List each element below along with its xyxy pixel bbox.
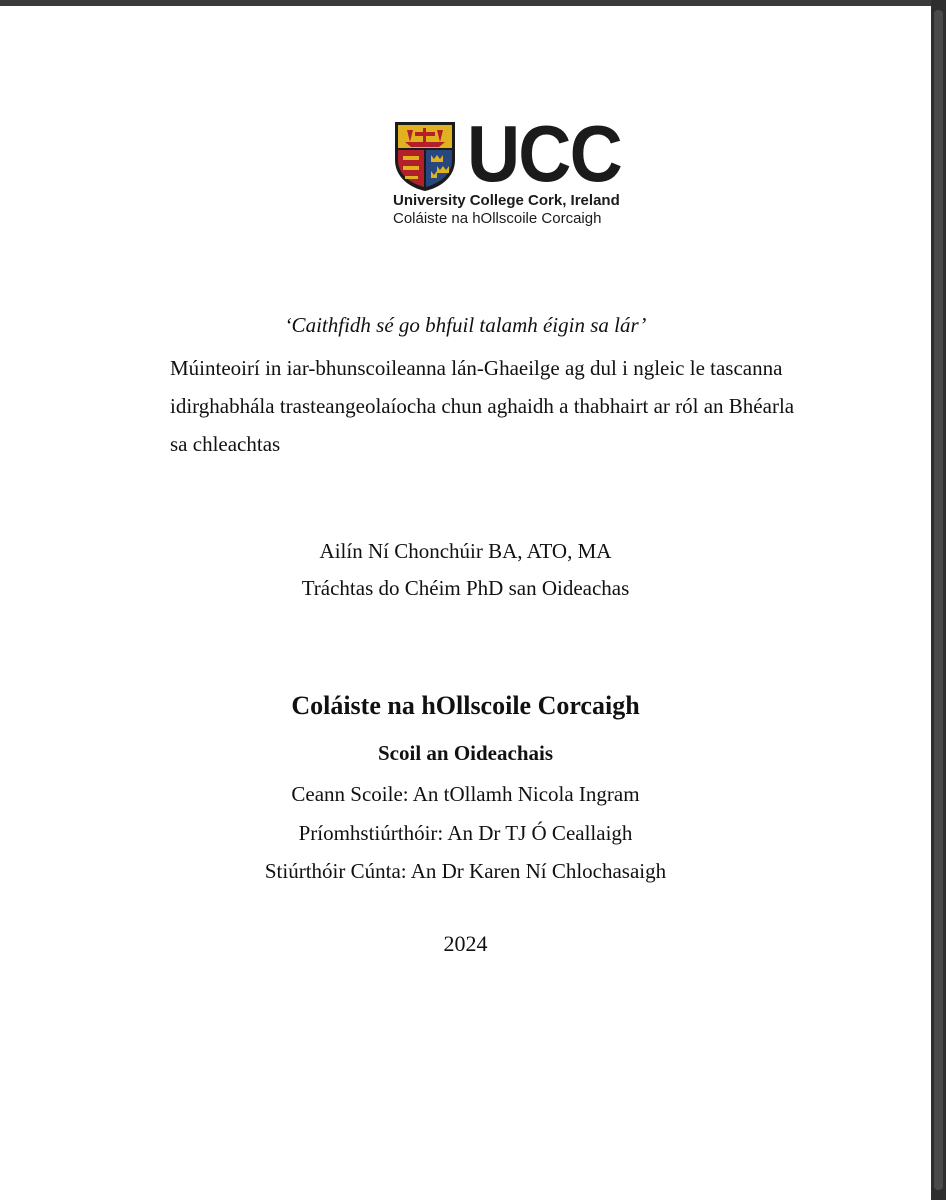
thesis-subtitle — [170, 349, 890, 463]
scrollbar-thumb[interactable] — [934, 10, 943, 1190]
principal-supervisor: Príomhstiúrthóir: An Dr TJ Ó Ceallaigh — [298, 821, 633, 845]
submission-year: 2024 — [443, 931, 488, 956]
document-page — [0, 6, 931, 1200]
ucc-logo — [393, 109, 633, 230]
assistant-supervisor: Stiúrthóir Cúnta: An Dr Karen Ní Chlochasaigh — [264, 859, 667, 883]
subtitle-line: idirghabhála trasteangeolaíocha chun aghaidh a thabhairt ar ról an Bhéarla — [170, 394, 795, 418]
author-name: Ailín Ní Chonchúir BA, ATO, MA — [319, 539, 612, 563]
thesis-quote-title: ‘Caithfidh sé go bhfuil talamh éigin sa lár’ — [284, 313, 647, 337]
subtitle-line: sa chleachtas — [170, 432, 281, 456]
degree-statement: Tráchtas do Chéim PhD san Oideachas — [301, 576, 630, 600]
logo-irish-name: Coláiste na hOllscoile Corcaigh — [393, 210, 602, 227]
subtitle-line: Múinteoirí in iar-bhunscoileanna lán-Ghaeilge ag dul i ngleic le tascanna — [170, 356, 783, 380]
ucc-crest-icon — [393, 120, 457, 192]
head-of-school: Ceann Scoile: An tOllamh Nicola Ingram — [291, 782, 640, 806]
college-name: Coláiste na hOllscoile Corcaigh — [291, 691, 640, 720]
school-name: Scoil an Oideachais — [377, 741, 554, 765]
logo-english-name: University College Cork, Ireland — [393, 192, 620, 209]
ucc-wordmark: UCC — [467, 109, 621, 198]
